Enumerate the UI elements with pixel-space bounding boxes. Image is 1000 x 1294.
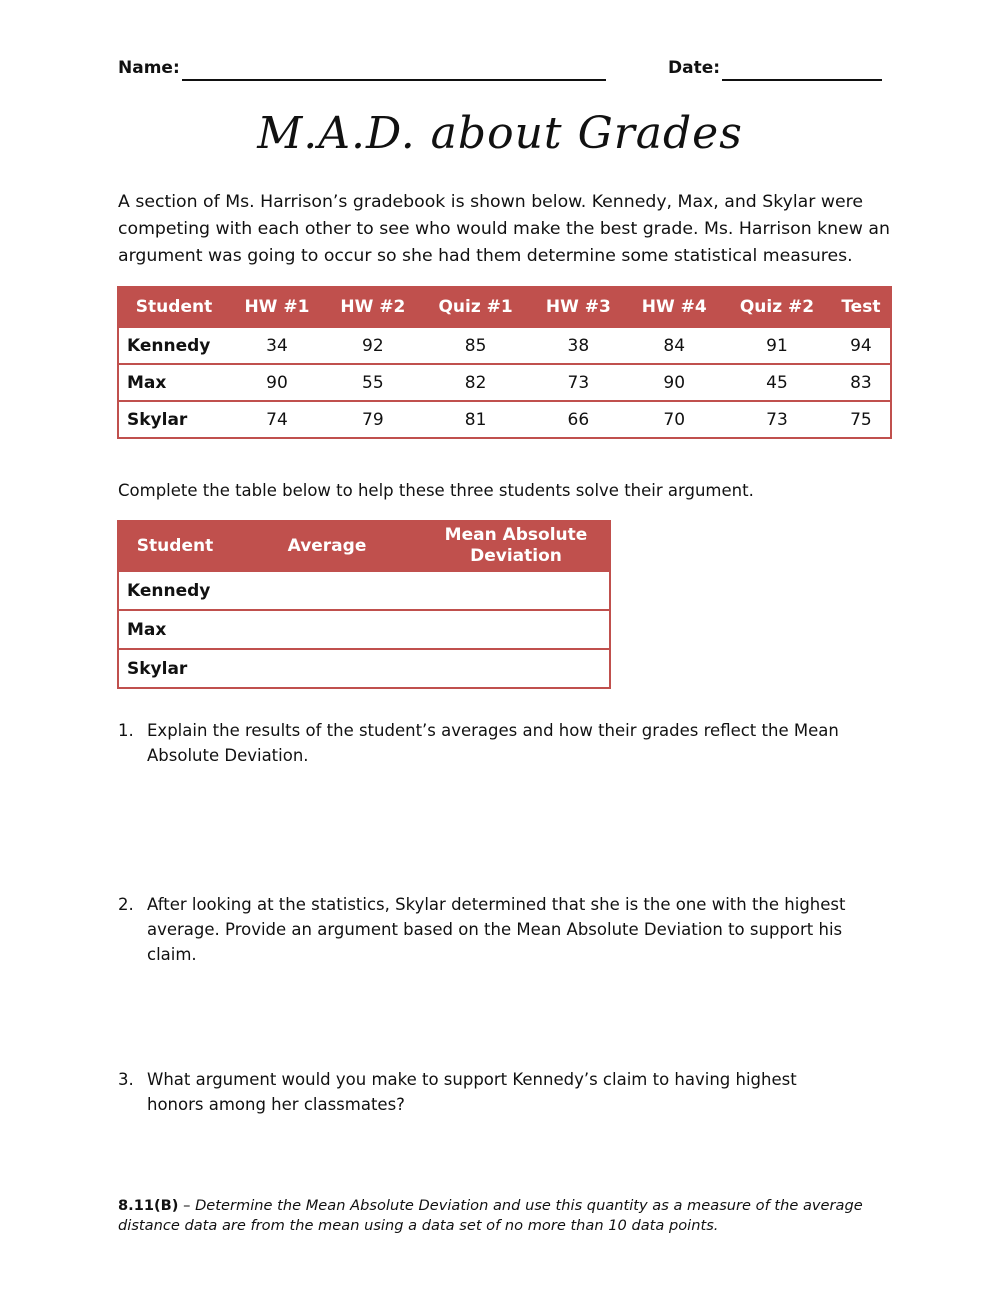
grade-cell: 82	[421, 364, 531, 401]
footer-dash: –	[178, 1197, 196, 1214]
grade-cell: 92	[325, 327, 421, 364]
grade-cell: 90	[229, 364, 325, 401]
question-text: Explain the results of the student’s averages and how their grades reflect the Mean Absolute Deviation.	[147, 721, 839, 765]
col-header-mad	[423, 521, 610, 571]
gradebook-table	[117, 286, 892, 439]
student-name: Skylar	[118, 401, 229, 438]
page-title: M.A.D. about Grades	[257, 108, 743, 159]
col-header-student: Student	[118, 521, 231, 571]
col-header-average: Average	[231, 521, 423, 571]
standard-code: 8.11(B)	[118, 1197, 179, 1214]
standard-footnote	[118, 1196, 888, 1236]
grade-cell: 38	[530, 327, 626, 364]
grade-cell: 81	[421, 401, 531, 438]
student-name: Max	[118, 364, 229, 401]
gradebook-header-row	[118, 287, 891, 327]
question-text: After looking at the statistics, Skylar determined that she is the one with the highest average. Provide an argument based on the Mean Absolute Deviation to support his claim.	[147, 895, 846, 964]
grade-cell: 90	[626, 364, 722, 401]
col-header: Test	[832, 287, 891, 327]
standard-description: Determine the Mean Absolute Deviation and use this quantity as a measure of the average distance data are from the mean using a data set of no more than 10 data points.	[118, 1197, 863, 1234]
grade-cell: 91	[722, 327, 832, 364]
student-name: Kennedy	[118, 327, 229, 364]
table-row	[118, 649, 610, 688]
col-header: HW #2	[325, 287, 421, 327]
col-header: Quiz #2	[722, 287, 832, 327]
name-label: Name:	[118, 58, 180, 78]
summary-header-row	[118, 521, 610, 571]
instruction-text: Complete the table below to help these three students solve their argument.	[118, 481, 754, 500]
header	[118, 58, 883, 84]
grade-cell: 66	[530, 401, 626, 438]
question-2	[118, 892, 893, 967]
table-row	[118, 610, 610, 649]
grade-cell: 74	[229, 401, 325, 438]
date-field[interactable]	[722, 79, 882, 81]
grade-cell: 85	[421, 327, 531, 364]
grade-cell: 83	[832, 364, 891, 401]
grade-cell: 70	[626, 401, 722, 438]
table-row	[118, 327, 891, 364]
average-answer-cell[interactable]	[231, 610, 423, 649]
grade-cell: 34	[229, 327, 325, 364]
grade-cell: 73	[530, 364, 626, 401]
table-row	[118, 401, 891, 438]
student-name: Kennedy	[118, 571, 231, 610]
average-answer-cell[interactable]	[231, 571, 423, 610]
name-field[interactable]	[182, 79, 606, 81]
intro-paragraph: A section of Ms. Harrison’s gradebook is shown below. Kennedy, Max, and Skylar were competing with each other to see who would make the best grade. Ms. Harrison knew an argument was going to occur so she had them determine some statistical measures.	[118, 192, 890, 266]
col-header: Student	[118, 287, 229, 327]
date-label: Date:	[668, 58, 721, 78]
mad-answer-cell[interactable]	[423, 610, 610, 649]
grade-cell: 79	[325, 401, 421, 438]
col-header-mad-line2: Deviation	[470, 546, 562, 566]
col-header: Quiz #1	[421, 287, 531, 327]
question-text: What argument would you make to support Kennedy’s claim to having highest honors among her classmates?	[147, 1070, 797, 1114]
question-1	[118, 718, 893, 768]
grade-cell: 94	[832, 327, 891, 364]
grade-cell: 84	[626, 327, 722, 364]
question-number: 3.	[118, 1070, 134, 1089]
mad-answer-cell[interactable]	[423, 649, 610, 688]
average-answer-cell[interactable]	[231, 649, 423, 688]
grade-cell: 45	[722, 364, 832, 401]
mad-answer-cell[interactable]	[423, 571, 610, 610]
grade-cell: 73	[722, 401, 832, 438]
table-row	[118, 364, 891, 401]
col-header: HW #3	[530, 287, 626, 327]
student-name: Skylar	[118, 649, 231, 688]
table-row	[118, 571, 610, 610]
col-header-mad-line1: Mean Absolute	[444, 525, 588, 545]
col-header: HW #1	[229, 287, 325, 327]
question-number: 2.	[118, 895, 134, 914]
question-3	[118, 1067, 893, 1117]
student-name: Max	[118, 610, 231, 649]
grade-cell: 75	[832, 401, 891, 438]
grade-cell: 55	[325, 364, 421, 401]
summary-table	[117, 520, 611, 689]
question-number: 1.	[118, 721, 134, 740]
col-header: HW #4	[626, 287, 722, 327]
